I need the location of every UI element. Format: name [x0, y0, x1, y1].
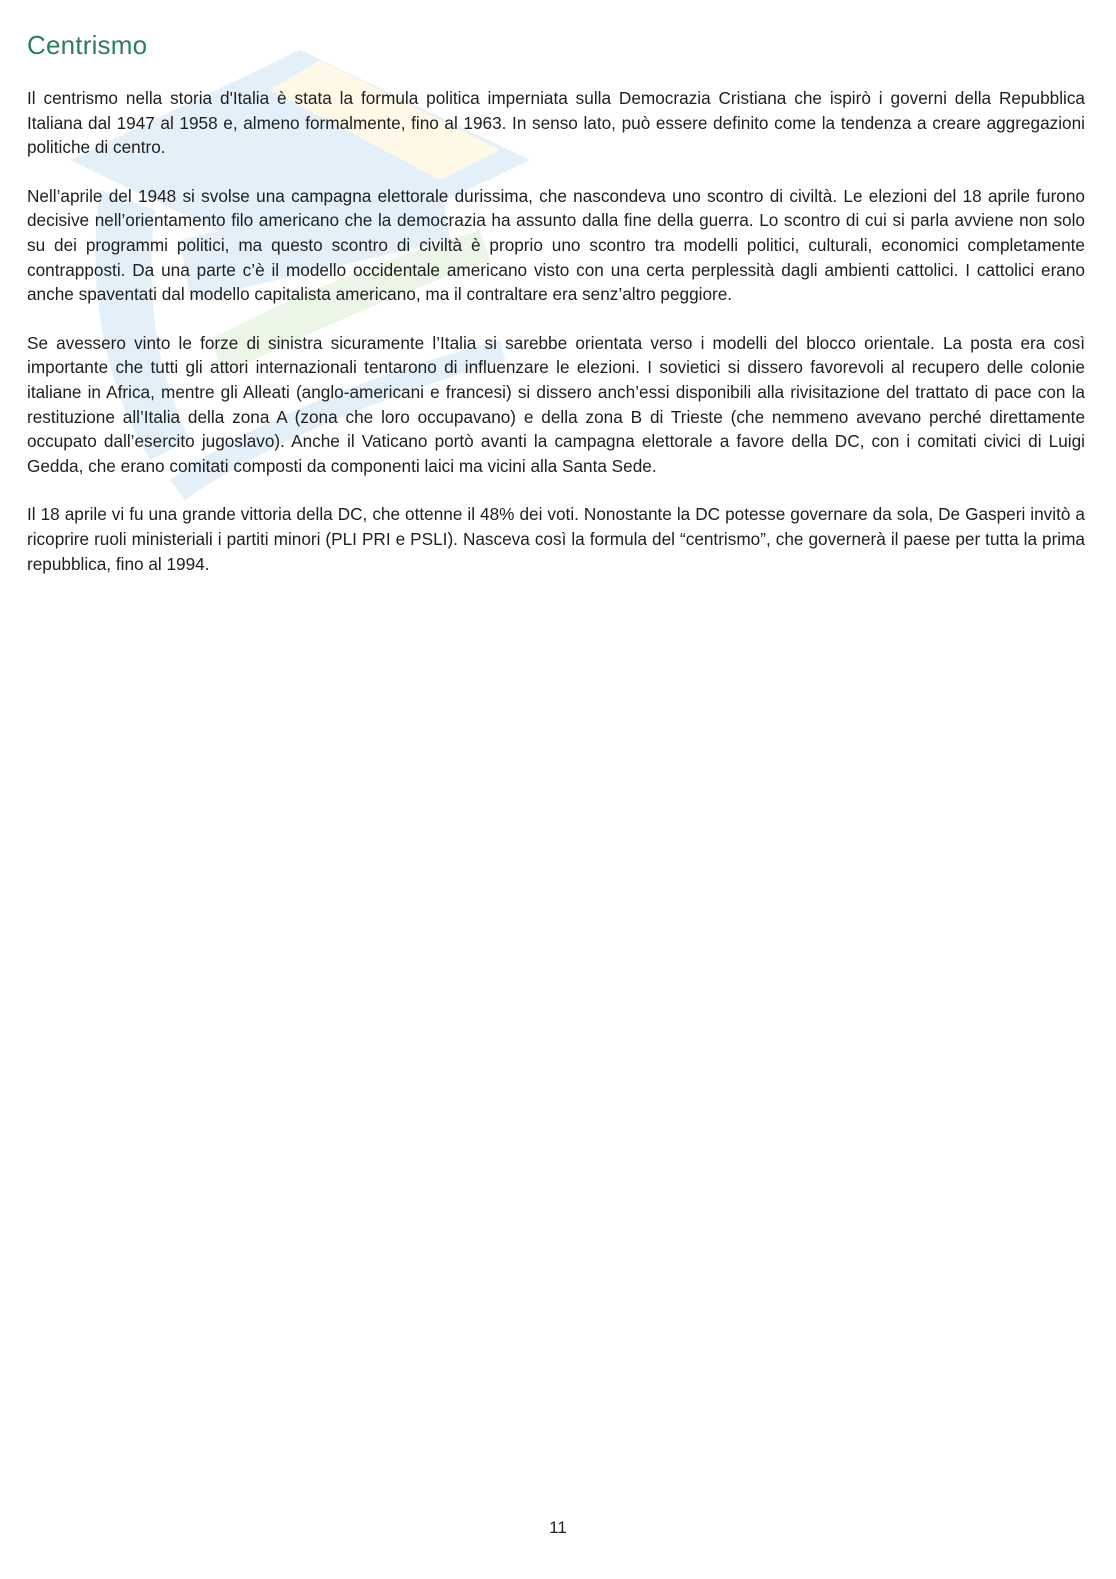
page-number: 11 — [549, 1518, 567, 1537]
body-text — [27, 86, 1085, 600]
paragraph-4: Il 18 aprile vi fu una grande vittoria della DC, che ottenne il 48% dei voti. Nonostante la DC potesse governare da sola, De Gasperi invitò a ricoprire ruoli ministeriali i partiti minori (PLI PRI e PSLI). Nasceva così la formula del “centrismo”, che governerà il paese per tutta la prima repubblica, fino al 1994. — [27, 504, 1085, 574]
page-title: Centrismo — [27, 30, 148, 60]
paragraph-2: Nell’aprile del 1948 si svolse una campagna elettorale durissima, che nascondeva uno scontro di civiltà. Le elezioni del 18 aprile furono decisive nell’orientamento filo americano che la democrazia ha assunto dalla fine della guerra. Lo scontro di cui si parla avviene non solo su dei programmi politici, ma questo scontro di civiltà è proprio uno scontro tra modelli politici, culturali, economici completamente contrapposti. Da una parte c’è il modello occidentale americano visto con una certa perplessità dagli ambienti cattolici. I cattolici erano anche spaventati dal modello capitalista americano, ma il contraltare era senz’altro peggiore. — [27, 185, 1085, 305]
paragraph-1: Il centrismo nella storia d'Italia è stata la formula politica imperniata sulla Democrazia Cristiana che ispirò i governi della Repubblica Italiana dal 1947 al 1958 e, almeno formalmente, fino al 1963. In senso lato, può essere definito come la tendenza a creare aggregazioni politiche di centro. — [27, 88, 1085, 158]
paragraph-3: Se avessero vinto le forze di sinistra sicuramente l’Italia si sarebbe orientata verso i modelli del blocco orientale. La posta era così importante che tutti gli attori internazionali tentarono di influenzare le elezioni. I sovietici si dissero favorevoli al recupero delle colonie italiane in Africa, mentre gli Alleati (anglo-americani e francesi) si dissero anch’essi disponibili alla rivisitazione del trattato di pace con la restituzione all’Italia della zona A (zona che loro occupavano) e della zona B di Trieste (che nemmeno avevano perché direttamente occupato dall’esercito jugoslavo). Anche il Vaticano portò avanti la campagna elettorale a favore della DC, con i comitati civici di Luigi Gedda, che erano comitati composti da componenti laici ma vicini alla Santa Sede. — [27, 332, 1085, 476]
